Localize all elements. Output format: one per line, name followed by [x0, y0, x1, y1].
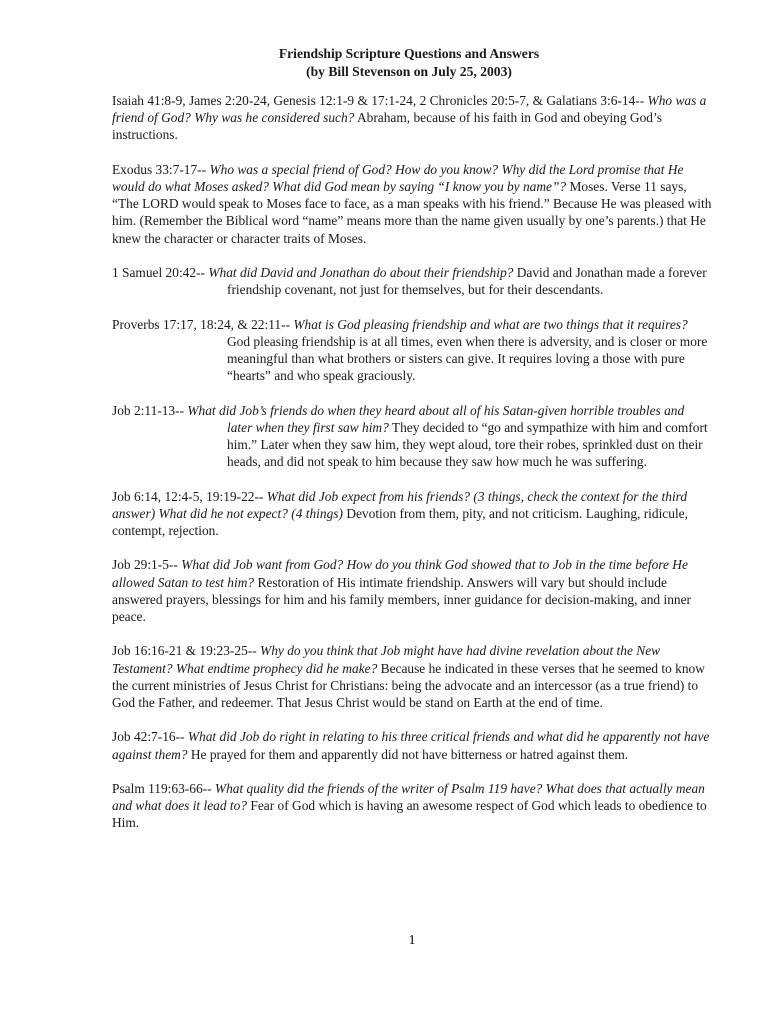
scripture-reference: Job 29:1-5--	[112, 557, 178, 573]
document-subtitle: (by Bill Stevenson on July 25, 2003)	[306, 63, 512, 79]
question-text: Who was a friend of God? Why was he considered such?	[112, 93, 707, 126]
scripture-reference: Proverbs 17:17, 18:24, & 22:11--	[112, 316, 291, 332]
question-text: What did Job do right in relating to his three critical friends and what did he apparently not have against them?	[112, 729, 710, 762]
scripture-reference: Exodus 33:7-17--	[112, 161, 207, 177]
answer-text: He prayed for them and apparently did not have bitterness or hatred against them.	[190, 746, 629, 762]
scripture-reference: Job 42:7-16--	[112, 729, 185, 745]
scripture-reference: Job 6:14, 12:4-5, 19:19-22--	[112, 488, 264, 504]
answer-text: God pleasing friendship is at all times, even when there is adversity, and is closer or more meaningful than what brothers or sisters can give. It requires loving a those with pure “hearts” and who speak graciously.	[227, 333, 708, 384]
scripture-reference: Isaiah 41:8-9, James 2:20-24, Genesis 12:1-9 & 17:1-24, 2 Chronicles 20:5-7, & Galatians 3:6-14--	[112, 93, 645, 108]
question-text: What did Job expect from his friends? (3 things, check the context for the third answer) What did he not expect? (4 things)	[112, 488, 688, 521]
qa-entry	[112, 92, 712, 144]
question-text: Who was a special friend of God? How do you know? Why did the Lord promise that He would do what Moses asked? What did God mean by saying “I know you by name”?	[112, 161, 684, 194]
question-text: What quality did the friends of the writer of Psalm 119 have? What does that actually mean and what does it lead to?	[112, 780, 705, 814]
scripture-reference: Psalm 119:63-66--	[112, 780, 212, 796]
scripture-reference: 1 Samuel 20:42--	[112, 265, 205, 280]
qa-entry	[112, 316, 712, 385]
qa-entry	[112, 728, 712, 762]
answer-text: They decided to “go and sympathize with him and comfort him.” Later when they saw him, they wept aloud, tore their robes, sprinkled dust on their heads, and did not speak to him because they saw how much he was suffering.	[227, 419, 708, 470]
answer-text: David and Jonathan made a forever friendship covenant, not just for themselves, but for their descendants.	[227, 265, 707, 298]
qa-entry	[112, 780, 712, 832]
qa-entry	[112, 264, 712, 298]
question-text: What did David and Jonathan do about their friendship?	[208, 265, 514, 280]
scripture-reference: Job 16:16-21 & 19:23-25--	[112, 643, 257, 659]
question-text: What did Job want from God? How do you think God showed that to Job in the time before He allowed Satan to test him?	[112, 557, 688, 590]
scripture-reference: Job 2:11-13--	[112, 402, 185, 418]
question-text: What is God pleasing friendship and what are two things that it requires?	[293, 316, 688, 332]
document-title: Friendship Scripture Questions and Answers	[278, 46, 540, 61]
qa-entry	[112, 642, 712, 711]
question-text: Why do you think that Job might have had divine revelation about the New Testament? What endtime prophecy did he make?	[112, 643, 661, 676]
answer-text: Fear of God which is having an awesome respect of God which leads to obedience to Him.	[112, 798, 707, 831]
question-text: What did Job’s friends do when they heard about all of his Satan-given horrible troubles and later when they first saw him?	[187, 402, 685, 435]
answer-text: Moses. Verse 11 says, “The LORD would speak to Moses face to face, as a man speaks with his friend.” Because He was pleased with him. (Remember the Biblical word “name” means more than the name given usually by one’s parents.) that He knew the character or character traits of Moses.	[112, 179, 712, 246]
title-block	[112, 45, 712, 80]
answer-text: Devotion from them, pity, and not criticism. Laughing, ridicule, contempt, rejection.	[112, 505, 688, 538]
qa-entry	[112, 488, 712, 540]
qa-entry	[112, 402, 712, 471]
answer-text: Abraham, because of his faith in God and obeying God’s instructions.	[112, 110, 662, 143]
answer-text: Because he indicated in these verses that he seemed to know the current ministries of Jesus Christ for Christians: being the advocate and an intercessor (as a true friend) to God the Father, and redeemer. That Jesus Christ would be stand on Earth at the end of time.	[112, 660, 705, 710]
qa-entry	[112, 556, 712, 625]
qa-entry	[112, 161, 712, 247]
answer-text: Restoration of His intimate friendship. Answers will vary but should include answered prayers, blessings for him and his family members, inner guidance for decision-making, and inner peace.	[112, 574, 691, 624]
page-number: 1	[408, 932, 416, 947]
